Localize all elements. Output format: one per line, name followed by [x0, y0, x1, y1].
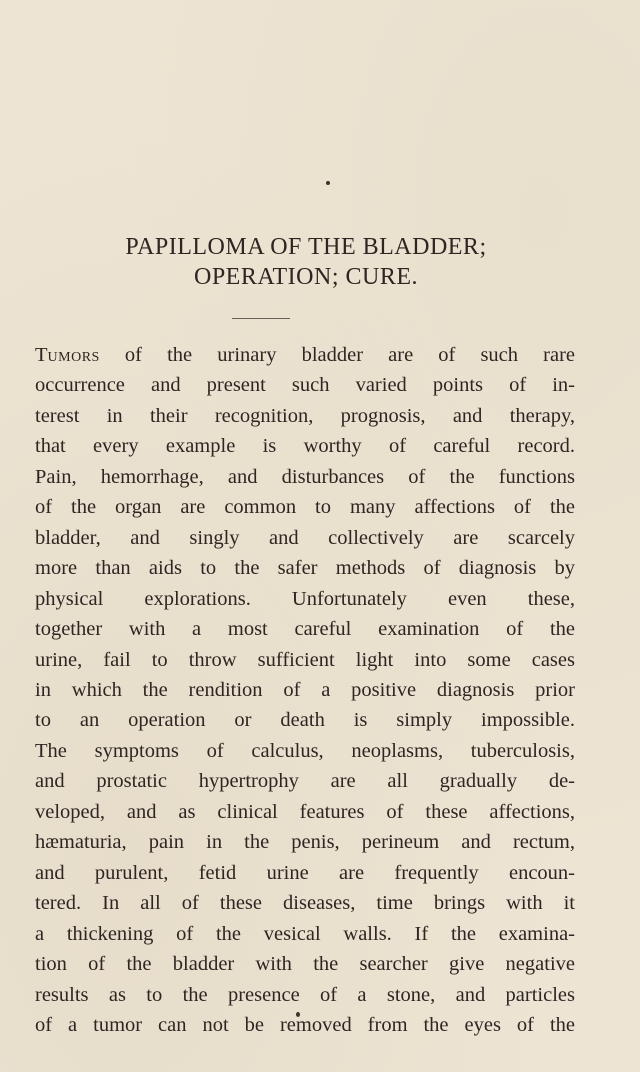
- small-caps-word: umors: [47, 344, 100, 366]
- text-line: hæmaturia, pain in the penis, perineum and rectum,: [35, 831, 575, 854]
- text-line: tered. In all of these diseases, time brings with it: [35, 892, 575, 915]
- text-line: of a tumor can not be removed from the eyes of the: [35, 1013, 575, 1036]
- ink-speck-top: [326, 181, 330, 185]
- text-line: in which the rendition of a positive diagnosis prior: [35, 678, 575, 701]
- text-line: results as to the presence of a stone, and particles: [35, 983, 575, 1006]
- text-line: bladder, and singly and collectively are scarcely: [35, 526, 575, 549]
- text-line: veloped, and as clinical features of these affections,: [35, 800, 575, 823]
- text-line: tion of the bladder with the searcher give negative: [35, 953, 575, 976]
- text-line: of the organ are common to many affections of the: [35, 496, 575, 519]
- text-line: that every example is worthy of careful record.: [35, 435, 575, 458]
- text-line: and purulent, fetid urine are frequently encoun-: [35, 861, 575, 884]
- text-line: to an operation or death is simply impossible.: [35, 709, 575, 732]
- text-line: occurrence and present such varied points of in-: [35, 374, 575, 397]
- text-line: urine, fail to throw sufficient light into some cases: [35, 648, 575, 671]
- body-paragraph: [35, 340, 575, 1040]
- chapter-title-line-1: PAPILLOMA OF THE BLADDER;: [125, 234, 487, 260]
- title-divider: [232, 318, 290, 319]
- text-line: a thickening of the vesical walls. If the examina-: [35, 922, 575, 945]
- text-line: physical explorations. Unfortunately even these,: [35, 587, 575, 610]
- text-line: terest in their recognition, prognosis, and therapy,: [35, 404, 575, 427]
- text-line: together with a most careful examination of the: [35, 618, 575, 641]
- text-line-1-rest: of the urinary bladder are of such rare: [99, 344, 575, 366]
- text-line: and prostatic hypertrophy are all gradually de-: [35, 770, 575, 793]
- drop-cap: T: [35, 344, 48, 366]
- text-line: more than aids to the safer methods of diagnosis by: [35, 557, 575, 580]
- text-line: Pain, hemorrhage, and disturbances of the functions: [35, 465, 575, 488]
- chapter-title-line-2: OPERATION; CURE.: [193, 264, 418, 290]
- text-line: The symptoms of calculus, neoplasms, tuberculosis,: [35, 739, 575, 762]
- text-line-1: [35, 340, 575, 370]
